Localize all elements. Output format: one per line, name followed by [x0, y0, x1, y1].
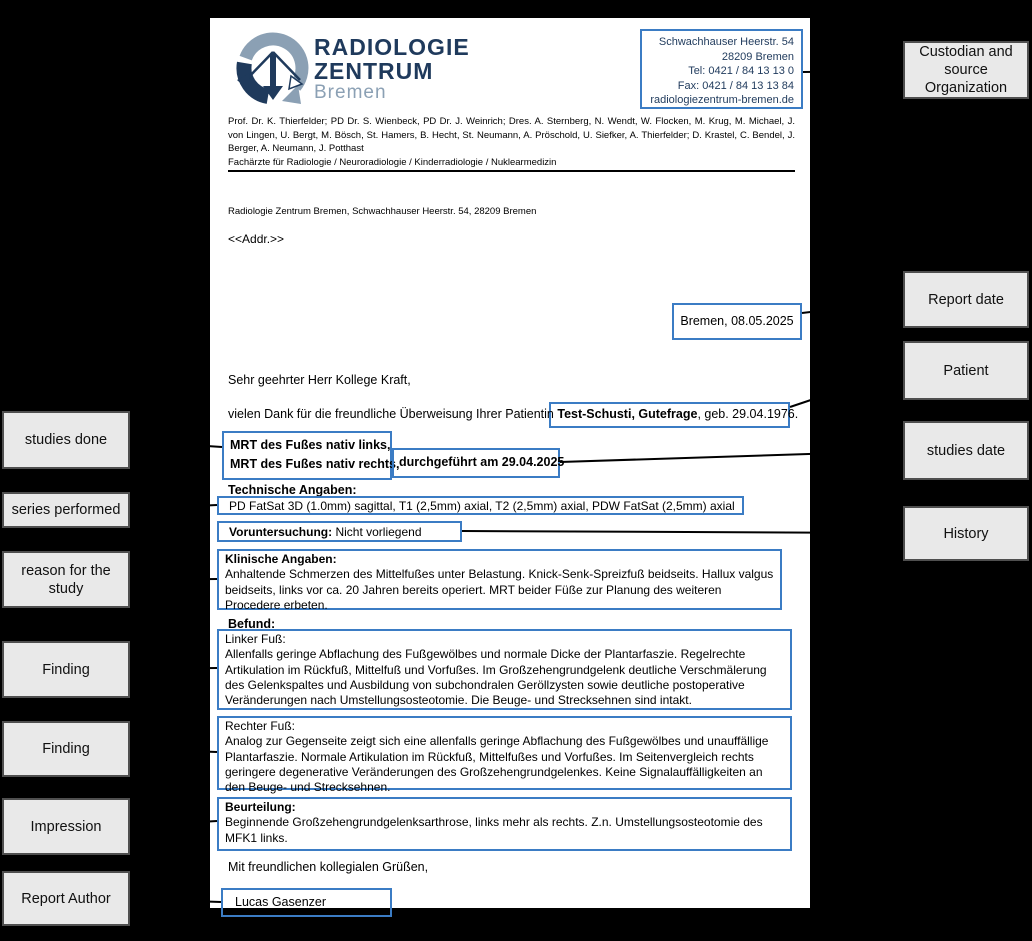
series-performed-text: PD FatSat 3D (1.0mm) sagittal, T1 (2,5mm) axial, T2 (2,5mm) axial, PDW FatSat (2,5mm) axial	[229, 499, 735, 513]
salutation: Sehr geehrter Herr Kollege Kraft,	[228, 373, 411, 387]
finding-left-text: Allenfalls geringe Abflachung des Fußgewölbes und normale Dicke der Plantarfaszie. Regelrechte Artikulation im Rückfuß, Mittelfuß und Vorfußes. Im Großzehengrundgelenk deutliche Verschmälerung des Gelenkspaltes und Ausbildung von subchondralen Geröllzysten sowie deutliche postoperative Veränderungen nach Umstellungsosteotomie. Die Beuge- und Strecksehnen sind intakt.	[225, 647, 767, 708]
connector-finding-1	[131, 668, 217, 669]
closing-line: Mit freundlichen kollegialen Grüßen,	[228, 860, 429, 874]
physicians-list: Prof. Dr. K. Thierfelder; PD Dr. S. Wienbeck, PD Dr. J. Weinrich; Dres. A. Sternberg, N. Wendt, W. Flocken, M. Krug, M. Michael, J. von Lingen, U. Bergt, M. Bösch, St. Hamers, B. Hecht, St. Neumann, A. Pröschold, U. Siefker, A. Thierfelder; D. Krastel, C. Bendel, J. Berger, A. Neumann, J. Potthast	[228, 116, 795, 154]
address-phone: Tel: 0421 / 84 13 13 0	[688, 65, 794, 78]
patient-birthdate: , geb. 29.04.1976.	[697, 407, 799, 421]
report-author-text: Lucas Gasenzer	[235, 895, 327, 909]
annotation-finding-2: Finding	[2, 721, 130, 777]
impression-heading: Beurteilung:	[225, 800, 296, 814]
findings-heading: Befund:	[228, 617, 276, 631]
annotation-impression: Impression	[2, 798, 130, 855]
finding-left-foot-box	[217, 629, 792, 710]
report-date-box	[672, 303, 802, 340]
annotation-history: History	[903, 506, 1029, 561]
annotation-patient: Patient	[903, 341, 1029, 400]
annotation-series-performed: series performed	[2, 492, 130, 528]
prior-study-box	[217, 521, 462, 542]
connector-finding-2	[131, 749, 217, 752]
address-website: radiologiezentrum-bremen.de	[650, 94, 794, 107]
study-line-1: MRT des Fußes nativ links,	[230, 438, 391, 452]
annotation-report-date: Report date	[903, 271, 1029, 328]
radiology-center-logo-icon	[232, 28, 314, 108]
report-author-box	[221, 888, 392, 917]
clinical-heading: Klinische Angaben:	[225, 552, 337, 566]
prior-study-label: Voruntersuchung:	[229, 525, 333, 539]
prior-study-text	[219, 523, 460, 539]
letterhead-divider	[228, 170, 795, 172]
logo-line-radiologie: RADIOLOGIE	[314, 34, 470, 60]
impression-box	[217, 797, 792, 851]
finding-right-foot-box	[217, 716, 792, 795]
address-fax: Fax: 0421 / 84 13 13 84	[677, 79, 794, 92]
referral-line	[228, 406, 798, 423]
finding-right-title: Rechter Fuß:	[225, 719, 296, 733]
connector-reason	[131, 579, 217, 580]
clinical-info-box	[217, 549, 782, 610]
sender-line: Radiologie Zentrum Bremen, Schwachhauser Heerstr. 54, 28209 Bremen	[228, 206, 537, 217]
address-city: 28209 Bremen	[721, 50, 794, 63]
connector-studies-done	[131, 441, 222, 447]
logo-line-bremen: Bremen	[314, 82, 387, 103]
annotation-studies-date: studies date	[903, 421, 1029, 480]
technical-heading: Technische Angaben:	[228, 483, 357, 497]
connector-custodian	[803, 71, 903, 72]
connector-report-author	[131, 899, 221, 902]
patient-name: Test-Schusti, Gutefrage	[557, 407, 698, 421]
studies-date-text: durchgeführt am 29.04.2025	[399, 455, 565, 469]
connector-impression	[131, 821, 217, 826]
logo-line-zentrum: ZENTRUM	[314, 58, 434, 84]
report-page	[210, 18, 810, 908]
referral-prefix: vielen Dank für die freundliche Überweisung Ihrer Patientin	[228, 407, 558, 421]
connector-series-performed	[131, 505, 217, 509]
logo-wordmark	[314, 35, 470, 103]
prior-study-value: Nicht vorliegend	[335, 525, 422, 539]
annotation-report-author: Report Author	[2, 871, 130, 926]
annotation-studies-done: studies done	[2, 411, 130, 469]
custodian-address-box	[640, 29, 803, 109]
impression-text: Beginnende Großzehengrundgelenksarthrose, links mehr als rechts. Z.n. Umstellungsosteotomie des MFK1 links.	[225, 815, 763, 845]
clinical-text: Anhaltende Schmerzen des Mittelfußes unter Belastung. Knick-Senk-Spreizfuß beidseits. Hallux valgus beidseits, links vor ca. 20 Jahren bereits operiert. MRT beider Füße zur Planung des weiteren Procedere erbeten.	[225, 567, 774, 612]
address-street: Schwachhauser Heerstr. 54	[658, 36, 794, 48]
annotation-finding-1: Finding	[2, 641, 130, 698]
specialties-line: Fachärzte für Radiologie / Neuroradiologie / Kinderradiologie / Nuklearmedizin	[228, 157, 557, 168]
finding-left-title: Linker Fuß:	[225, 632, 286, 646]
finding-right-text: Analog zur Gegenseite zeigt sich eine allenfalls geringe Abflachung des Fußgewölbes und unauffällige Plantarfaszie. Normale Artikulation im Rückfuß, Mittelfußes und Vorfußes. Im Seitenvergleich rechts geringere degenerative Veränderungen des Großzehengrundgelenkes. Keine Signalauffälligkeiten an den Beuge- und Strecksehnen.	[225, 734, 769, 795]
series-performed-box	[217, 496, 744, 515]
annotation-reason-for-study: reason for the study	[2, 551, 130, 608]
study-line-2: MRT des Fußes nativ rechts,	[230, 456, 400, 471]
studies-done-text	[230, 436, 399, 473]
addressee-placeholder: <<Addr.>>	[228, 232, 285, 246]
annotation-custodian: Custodian and source Organization	[903, 41, 1029, 99]
connector-report-date	[802, 301, 903, 313]
report-date-text: Bremen, 08.05.2025	[680, 314, 794, 328]
